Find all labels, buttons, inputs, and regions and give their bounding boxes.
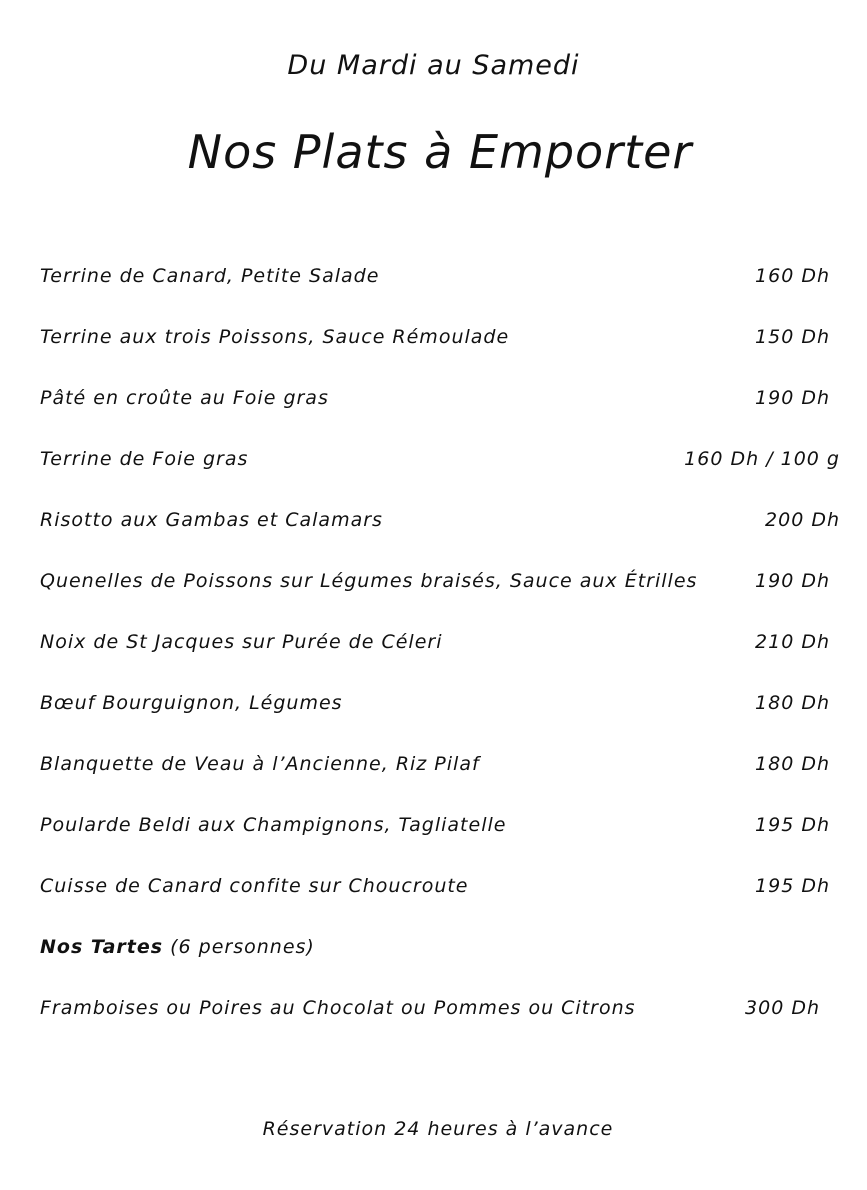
tartes-serving: (6 personnes) (170, 936, 315, 958)
dish-list (40, 258, 840, 1051)
dish-name: Terrine de Canard, Petite Salade (40, 265, 380, 287)
dish-price: 195 Dh (755, 875, 830, 897)
dish-price: 180 Dh (755, 753, 830, 775)
dish-row (40, 624, 840, 685)
dish-row (40, 868, 840, 929)
tarte-row (40, 990, 840, 1051)
dish-row (40, 441, 840, 502)
dish-price: 160 Dh (755, 265, 830, 287)
dish-name: Noix de St Jacques sur Purée de Céleri (40, 631, 443, 653)
dish-name: Blanquette de Veau à l’Ancienne, Riz Pilaf (40, 753, 480, 775)
dish-row (40, 502, 840, 563)
dish-name: Pâté en croûte au Foie gras (40, 387, 329, 409)
menu-subtitle: Du Mardi au Samedi (287, 50, 580, 81)
dish-row (40, 258, 840, 319)
dish-price: 195 Dh (755, 814, 830, 836)
dish-row (40, 319, 840, 380)
dish-price: 180 Dh (755, 692, 830, 714)
dish-row (40, 563, 840, 624)
dish-row (40, 746, 840, 807)
menu-title: Nos Plats à Emporter (187, 125, 693, 179)
dish-row (40, 807, 840, 868)
dish-price: 300 Dh (745, 997, 820, 1019)
dish-price: 210 Dh (755, 631, 830, 653)
tartes-heading: Nos Tartes (40, 936, 164, 958)
dish-name: Terrine aux trois Poissons, Sauce Rémoulade (40, 326, 510, 348)
dish-name: Terrine de Foie gras (40, 448, 249, 470)
dish-price: 190 Dh (755, 387, 830, 409)
dish-price: 150 Dh (755, 326, 830, 348)
dish-name: Cuisse de Canard confite sur Choucroute (40, 875, 469, 897)
tartes-section-heading (40, 929, 840, 990)
dish-row (40, 380, 840, 441)
dish-name: Framboises ou Poires au Chocolat ou Pommes ou Citrons (40, 997, 636, 1019)
dish-name: Poularde Beldi aux Champignons, Tagliatelle (40, 814, 507, 836)
dish-price: 160 Dh / 100 g (684, 448, 840, 470)
dish-name: Risotto aux Gambas et Calamars (40, 509, 383, 531)
reservation-note: Réservation 24 heures à l’avance (262, 1118, 614, 1140)
dish-name: Bœuf Bourguignon, Légumes (40, 692, 343, 714)
dish-row (40, 685, 840, 746)
dish-price: 200 Dh (765, 509, 840, 531)
dish-name: Quenelles de Poissons sur Légumes braisés, Sauce aux Étrilles (40, 570, 698, 592)
dish-price: 190 Dh (755, 570, 830, 592)
